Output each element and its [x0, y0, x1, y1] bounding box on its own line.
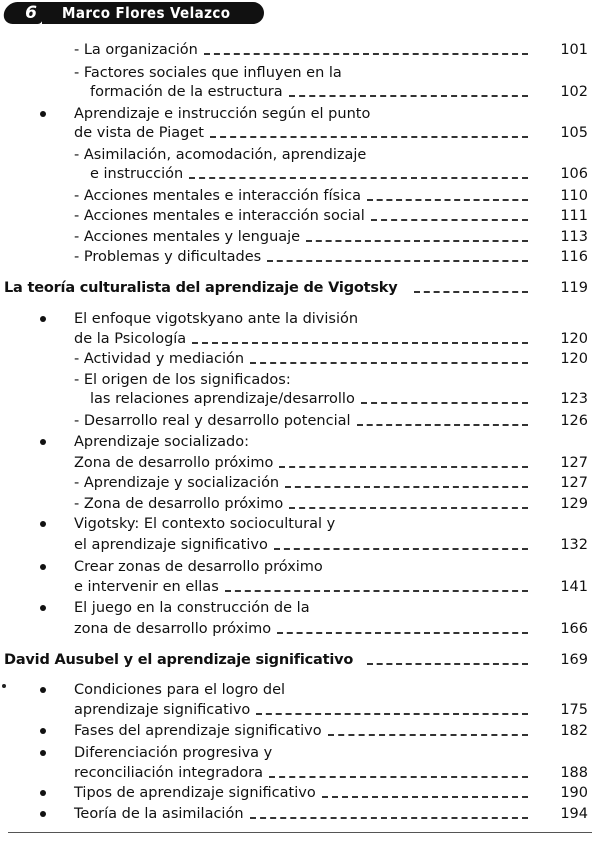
toc-entry — [0, 598, 600, 618]
toc-page-number: 132 — [560, 537, 588, 553]
bullet-icon — [40, 564, 46, 570]
toc-entry — [0, 186, 600, 206]
toc-entry-title: Tipos de aprendizaje significativo — [74, 785, 316, 801]
toc-entry-title: David Ausubel y el aprendizaje significativo — [4, 652, 354, 668]
toc-entry — [0, 783, 600, 803]
dot-leader — [367, 197, 528, 201]
dot-leader — [289, 93, 528, 97]
toc-entry-title: Fases del aprendizaje significativo — [74, 723, 322, 739]
toc-entry-title: Teoría de la asimilación — [74, 806, 244, 822]
toc-entry — [0, 804, 600, 824]
toc-page-number: 126 — [560, 413, 588, 429]
toc-entry — [0, 349, 600, 369]
toc-entry-title: el aprendizaje significativo — [74, 537, 268, 553]
toc-entry — [0, 63, 600, 83]
toc-entry-title: de vista de Piaget — [74, 125, 204, 141]
dot-leader — [414, 289, 528, 293]
toc-page-number: 169 — [560, 652, 588, 668]
dot-leader — [267, 258, 528, 262]
dot-leader — [328, 732, 528, 736]
dot-leader — [225, 588, 528, 592]
toc-entry-title: - Problemas y dificultades — [74, 249, 262, 265]
toc-section-heading — [0, 650, 600, 670]
author-name: Marco Flores Velazco — [62, 4, 231, 22]
toc-entry-title: - Zona de desarrollo próximo — [74, 496, 284, 512]
toc-entry — [0, 164, 600, 184]
toc-entry-title: e instrucción — [90, 166, 184, 182]
toc-page-number: 106 — [560, 166, 588, 182]
dot-leader — [210, 134, 528, 138]
bullet-icon — [40, 687, 46, 693]
toc-entry-title: Diferenciación progresiva y — [74, 745, 273, 761]
bullet-icon — [40, 605, 46, 611]
toc-entry — [0, 370, 600, 390]
bullet-icon — [40, 728, 46, 734]
toc-entry-title: las relaciones aprendizaje/desarrollo — [90, 391, 355, 407]
dot-leader — [279, 464, 528, 468]
toc-entry — [0, 389, 600, 409]
dot-leader — [367, 661, 528, 665]
toc-entry — [0, 619, 600, 639]
toc-page-number: 175 — [560, 702, 588, 718]
toc-page-number: 166 — [560, 621, 588, 637]
toc-entry — [0, 329, 600, 349]
toc-entry — [0, 763, 600, 783]
bullet-icon — [40, 790, 46, 796]
toc-entry-title: Condiciones para el logro del — [74, 682, 286, 698]
toc-entry-title: - Actividad y mediación — [74, 351, 245, 367]
toc-entry — [0, 123, 600, 143]
toc-entry — [0, 82, 600, 102]
toc-entry-title: Zona de desarrollo próximo — [74, 455, 274, 471]
dot-leader — [250, 815, 528, 819]
toc-entry — [0, 680, 600, 700]
toc-entry-title: El enfoque vigotskyano ante la división — [74, 311, 359, 327]
toc-entry-title: - Acciones mentales e interacción física — [74, 188, 361, 204]
toc-entry — [0, 494, 600, 514]
dot-leader — [277, 630, 528, 634]
dot-leader — [285, 484, 528, 488]
toc-entry-title: - El origen de los significados: — [74, 372, 291, 388]
toc-page-number: 110 — [560, 188, 588, 204]
toc-entry-title: - Asimilación, acomodación, aprendizaje — [74, 147, 367, 163]
page-number: 6 — [25, 3, 37, 23]
toc-page-number: 123 — [560, 391, 588, 407]
toc-entry-title: - Acciones mentales y lenguaje — [74, 229, 301, 245]
toc-page-number: 129 — [560, 496, 588, 512]
toc-entry — [0, 700, 600, 720]
toc-entry — [0, 309, 600, 329]
dot-leader — [269, 774, 528, 778]
toc-page-number: 182 — [560, 723, 588, 739]
toc-section-heading — [0, 278, 600, 298]
footer-rule — [8, 832, 592, 833]
toc-entry — [0, 577, 600, 597]
toc-page-number: 105 — [560, 125, 588, 141]
dot-leader — [256, 711, 528, 715]
toc-entry — [0, 145, 600, 165]
toc-entry-title: Crear zonas de desarrollo próximo — [74, 559, 323, 575]
dot-leader — [306, 238, 528, 242]
dot-leader — [189, 175, 528, 179]
dot-leader — [250, 360, 528, 364]
toc-entry — [0, 535, 600, 555]
toc-entry — [0, 453, 600, 473]
dot-leader — [322, 794, 528, 798]
toc-page-number: 113 — [560, 229, 588, 245]
toc-entry-title: El juego en la construcción de la — [74, 600, 310, 616]
toc-entry — [0, 206, 600, 226]
toc-page-number: 188 — [560, 765, 588, 781]
toc-entry-title: de la Psicología — [74, 331, 187, 347]
dot-leader — [204, 51, 528, 55]
toc-page-number: 101 — [560, 42, 588, 58]
toc-entry — [0, 721, 600, 741]
toc-entry — [0, 514, 600, 534]
toc-entry-title: Aprendizaje socializado: — [74, 434, 249, 450]
toc-entry-title: Aprendizaje e instrucción según el punto — [74, 106, 371, 122]
bullet-icon — [40, 521, 46, 527]
dot-leader — [357, 422, 528, 426]
toc-entry-title: - La organización — [74, 42, 198, 58]
dot-leader — [361, 400, 528, 404]
toc-page-number: 190 — [560, 785, 588, 801]
toc-entry — [0, 473, 600, 493]
toc-entry — [0, 247, 600, 267]
bullet-icon — [40, 111, 46, 117]
toc-entry-title: aprendizaje significativo — [74, 702, 251, 718]
toc-entry — [0, 227, 600, 247]
toc-page-number: 120 — [560, 351, 588, 367]
toc-entry — [0, 104, 600, 124]
toc-entry-title: La teoría culturalista del aprendizaje de Vigotsky — [4, 280, 398, 296]
toc-entry-title: - Acciones mentales e interacción social — [74, 208, 365, 224]
toc-entry-title: - Aprendizaje y socialización — [74, 475, 280, 491]
dot-leader — [192, 340, 528, 344]
toc-entry-title: Vigotsky: El contexto sociocultural y — [74, 516, 336, 532]
toc-page-number: 111 — [560, 208, 588, 224]
toc-page-number: 127 — [560, 475, 588, 491]
toc-entry — [0, 432, 600, 452]
bullet-icon — [40, 316, 46, 322]
toc-page-number: 102 — [560, 84, 588, 100]
toc-entry-title: - Factores sociales que influyen en la — [74, 65, 342, 81]
toc-entry — [0, 40, 600, 60]
dot-leader — [274, 546, 528, 550]
toc-page-number: 119 — [560, 280, 588, 296]
toc-entry-title: e intervenir en ellas — [74, 579, 219, 595]
toc-page-number: 120 — [560, 331, 588, 347]
toc-entry-title: formación de la estructura — [90, 84, 283, 100]
toc-entry-title: zona de desarrollo próximo — [74, 621, 272, 637]
toc-page-number: 141 — [560, 579, 588, 595]
toc-entry-title: - Desarrollo real y desarrollo potencial — [74, 413, 351, 429]
toc-page-number: 116 — [560, 249, 588, 265]
dot-leader — [289, 505, 528, 509]
dot-leader — [371, 217, 528, 221]
toc-entry — [0, 743, 600, 763]
toc-entry — [0, 411, 600, 431]
toc-entry — [0, 557, 600, 577]
toc-entry-title: reconciliación integradora — [74, 765, 264, 781]
toc-page-number: 127 — [560, 455, 588, 471]
bullet-icon — [40, 750, 46, 756]
bullet-icon — [40, 811, 46, 817]
bullet-icon — [40, 439, 46, 445]
toc-page-number: 194 — [560, 806, 588, 822]
